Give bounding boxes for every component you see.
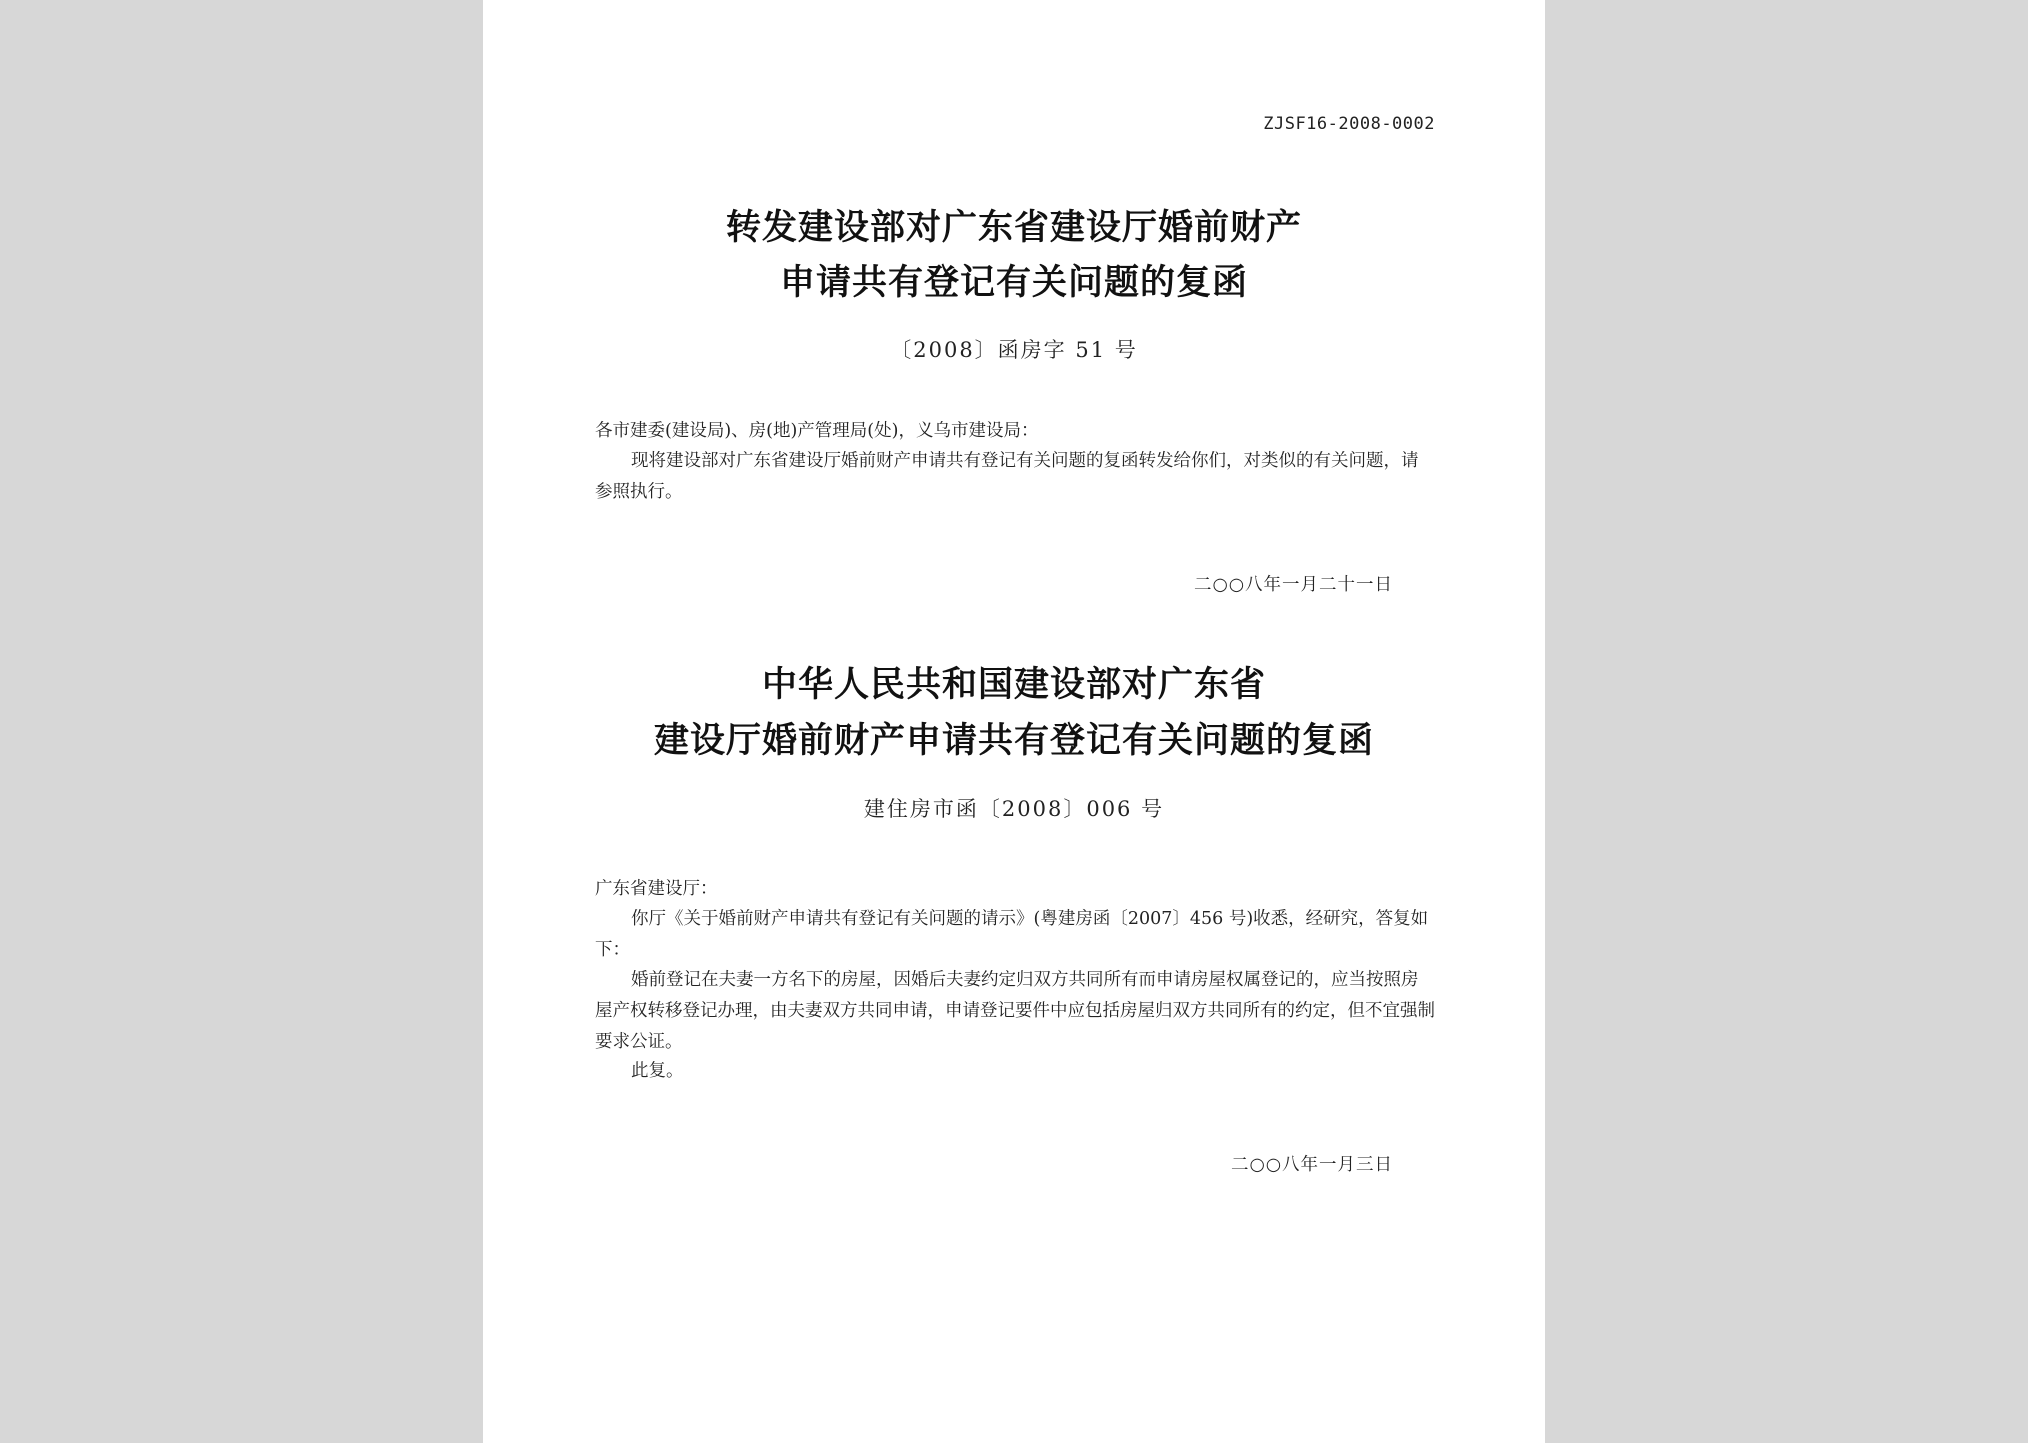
section2-title-line1: 中华人民共和国建设部对广东省 <box>761 664 1266 705</box>
document-code: ZJSF16-2008-0002 <box>1263 114 1435 134</box>
section2-ref-number: 建住房市函〔2008〕006 号 <box>863 797 1165 821</box>
section2-title-line2: 建设厅婚前财产申请共有登记有关问题的复函 <box>653 720 1374 761</box>
document-page <box>483 0 1545 1443</box>
section2-date: 二○○八年一月三日 <box>1230 1155 1393 1175</box>
section1-ref-number: 〔2008〕函房字 51 号 <box>890 338 1138 362</box>
section2-para3: 此复。 <box>631 1061 684 1081</box>
section1-title-line2: 申请共有登记有关问题的复函 <box>779 262 1248 303</box>
section1-addressee: 各市建委(建设局)、房(地)产管理局(处)，义乌市建设局： <box>595 421 1039 441</box>
section1-body: 现将建设部对广东省建设厅婚前财产申请共有登记有关问题的复函转发给你们，对类似的有关问题，请参照执行。 <box>595 451 1419 502</box>
section2-para2: 婚前登记在夫妻一方名下的房屋，因婚后夫妻约定归双方共同所有而申请房屋权属登记的，应当按照房屋产权转移登记办理，由夫妻双方共同申请，申请登记要件中应包括房屋归双方共同所有的约定，但不宜强制要求公证。 <box>595 970 1435 1052</box>
section2-addressee: 广东省建设厅： <box>595 879 718 899</box>
section2-para1: 你厅《关于婚前财产申请共有登记有关问题的请示》(粤建房函〔2007〕456 号)收悉，经研究，答复如下： <box>595 909 1429 960</box>
section1-title-line1: 转发建设部对广东省建设厅婚前财产 <box>725 207 1302 248</box>
section1-date: 二○○八年一月二十一日 <box>1193 575 1393 595</box>
